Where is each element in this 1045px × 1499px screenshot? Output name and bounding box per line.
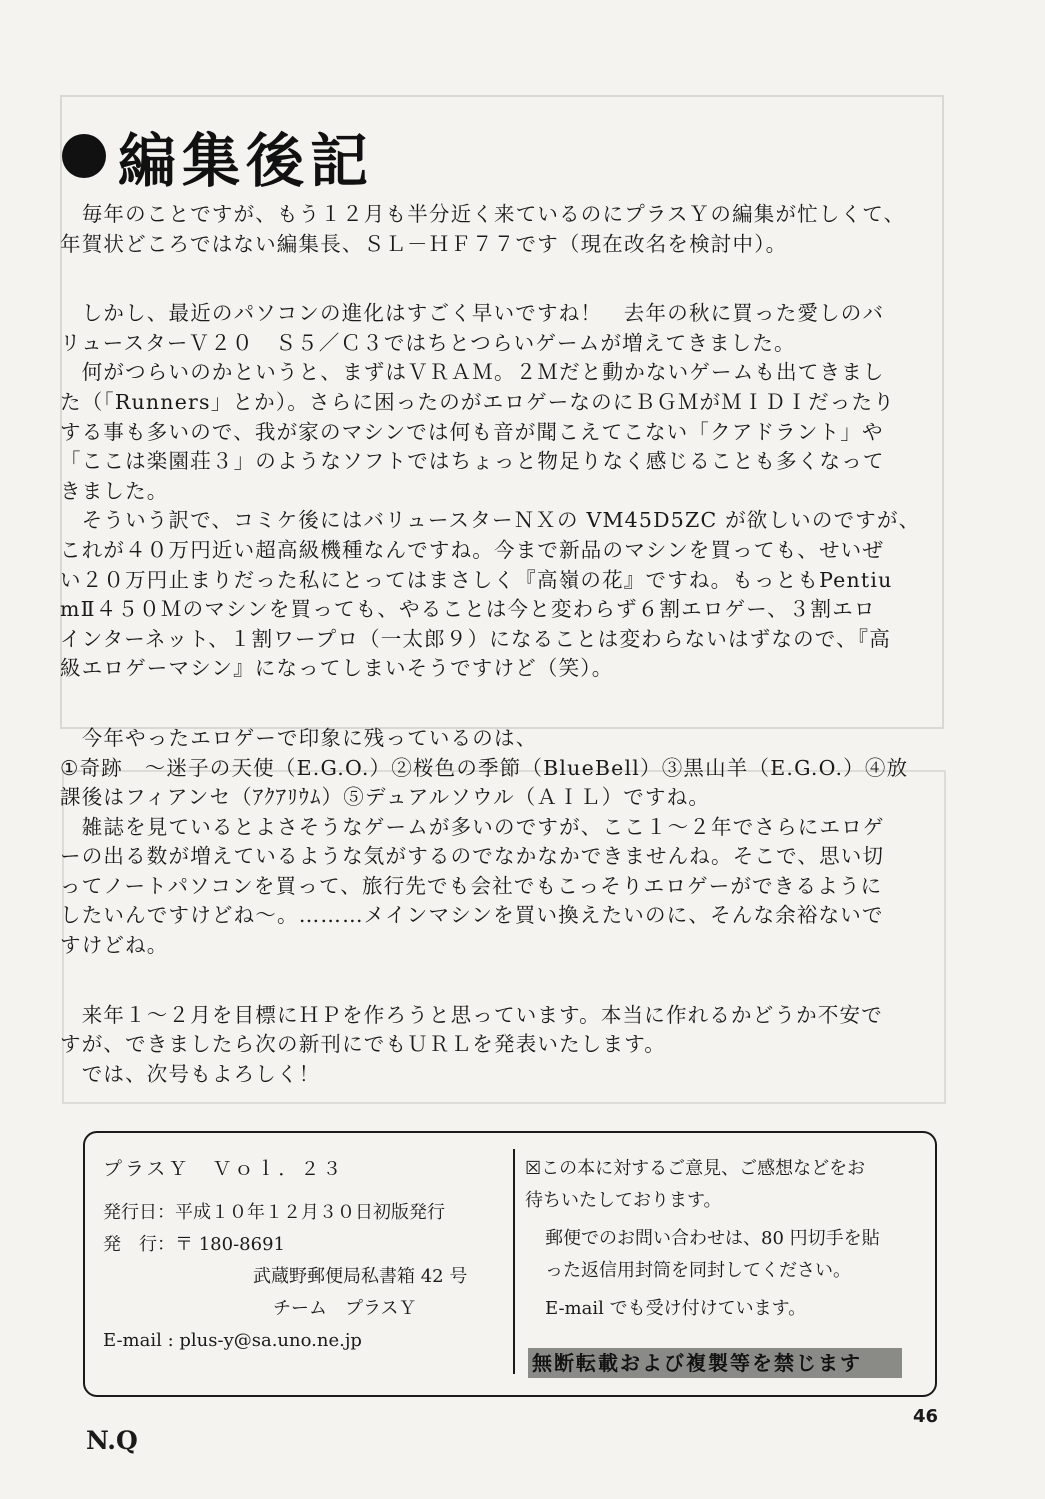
bullet-icon <box>62 134 106 178</box>
paragraph: では、次号もよろしく！ <box>60 1061 321 1086</box>
paragraph: しかし、最近のパソコンの進化はすごく早いですね！ 去年の秋に買った愛しのバ リュースターＶ２０ Ｓ５／Ｃ３ではちとつらいゲームが増えてきました。 <box>60 301 885 355</box>
signature: N.Q <box>86 1426 138 1455</box>
paragraph: 何がつらいのかというと、まずはＶＲＡＭ。２Ｍだと動かないゲームも出てきまし た（「Runners」とか）。さらに困ったのがエロゲーなのにＢＧＭがＭＩＤＩだったり する事も多いので、我が家のマシンでは何も音が聞こえてこない「クアドラント」や 「ここは楽園荘３」のようなソフトではちょっと物足りなく感じることも多くなって きました。 <box>60 360 895 503</box>
email-note: E-mail でも受け付けています。 <box>545 1298 807 1319</box>
column-divider <box>513 1149 515 1374</box>
address: 武蔵野郵便局私書箱 42 号 <box>253 1266 468 1287</box>
colophon-box <box>83 1131 937 1397</box>
issue-date: 発行日：平成１０年１２月３０日初版発行 <box>103 1202 445 1223</box>
page-number: 46 <box>913 1406 939 1427</box>
paragraph: そういう訳で、コミケ後にはバリュースターＮＸの VM45D5ZC が欲しいのですが、 これが４０万円近い超高級機種なんですね。今まで新品のマシンを買っても、せいぜ い２０万円止まりだった私にとってはまさしく『高嶺の花』ですね。もっともPentiu mⅡ４５０Ｍのマシンを買っても、やることは今と変わらず６割エロゲー、３割エロ インターネット、１割ワープロ（一太郎９）になることは変わらないはずなので、『高 級エロゲーマシン』になってしまいそうですけど（笑）。 <box>60 508 921 681</box>
paragraph: 雑誌を見ているとよさそうなゲームが多いのですが、ここ１～２年でさらにエロゲ ーの出る数が増えているような気がするのでなかなかできませんね。そこで、思い切 ってノートパソコンを買って、旅行先でも会社でもこっそりエロゲーができるように したいんですけどね～。………メインマシンを買い換えたいのに、そんな余裕ないで すけどね。 <box>60 814 885 958</box>
page-title <box>62 114 374 198</box>
paragraph: 来年１～２月を目標にＨＰを作ろうと思っています。本当に作れるかどうか不安で すが、できましたら次の新刊にでもＵＲＬを発表いたします。 <box>60 1002 883 1057</box>
volume-label: プラスＹ Ｖｏｌ．２３ <box>103 1158 345 1180</box>
email-address: E-mail : plus-y@sa.uno.ne.jp <box>103 1330 362 1351</box>
paragraph: 毎年のことですが、もう１２月も半分近く来ているのにプラスＹの編集が忙しくて、 年賀状どころではない編集長、ＳＬ－ＨＦ７７です（現在改名を検討中）。 <box>60 202 906 256</box>
feedback-note: ☒この本に対するご意見、ご感想などをお 待ちいたしております。 <box>525 1158 866 1211</box>
mail-note: 郵便でのお問い合わせは、80 円切手を貼 った返信用封筒を同封してください。 <box>545 1228 880 1281</box>
paragraph: 今年やったエロゲーで印象に残っているのは、 ①奇跡 ～迷子の天使（E.G.O.）②桜色の季節（BlueBell）③黒山羊（E.G.O.）④放 課後はフィアンセ（ｱｸｱﾘｳﾑ）⑤デュアルソウル（ＡＩＬ）ですね。 <box>60 725 909 810</box>
colophon-info <box>103 1153 513 1357</box>
publisher-line: 発 行：〒 180-8691 <box>103 1234 285 1255</box>
copyright-notice: 無断転載および複製等を禁じます <box>528 1348 902 1378</box>
title-text: 編集後記 <box>118 127 375 195</box>
team-name: チーム プラスＹ <box>273 1298 417 1319</box>
body-text <box>60 200 950 1089</box>
colophon-contact <box>525 1153 920 1325</box>
